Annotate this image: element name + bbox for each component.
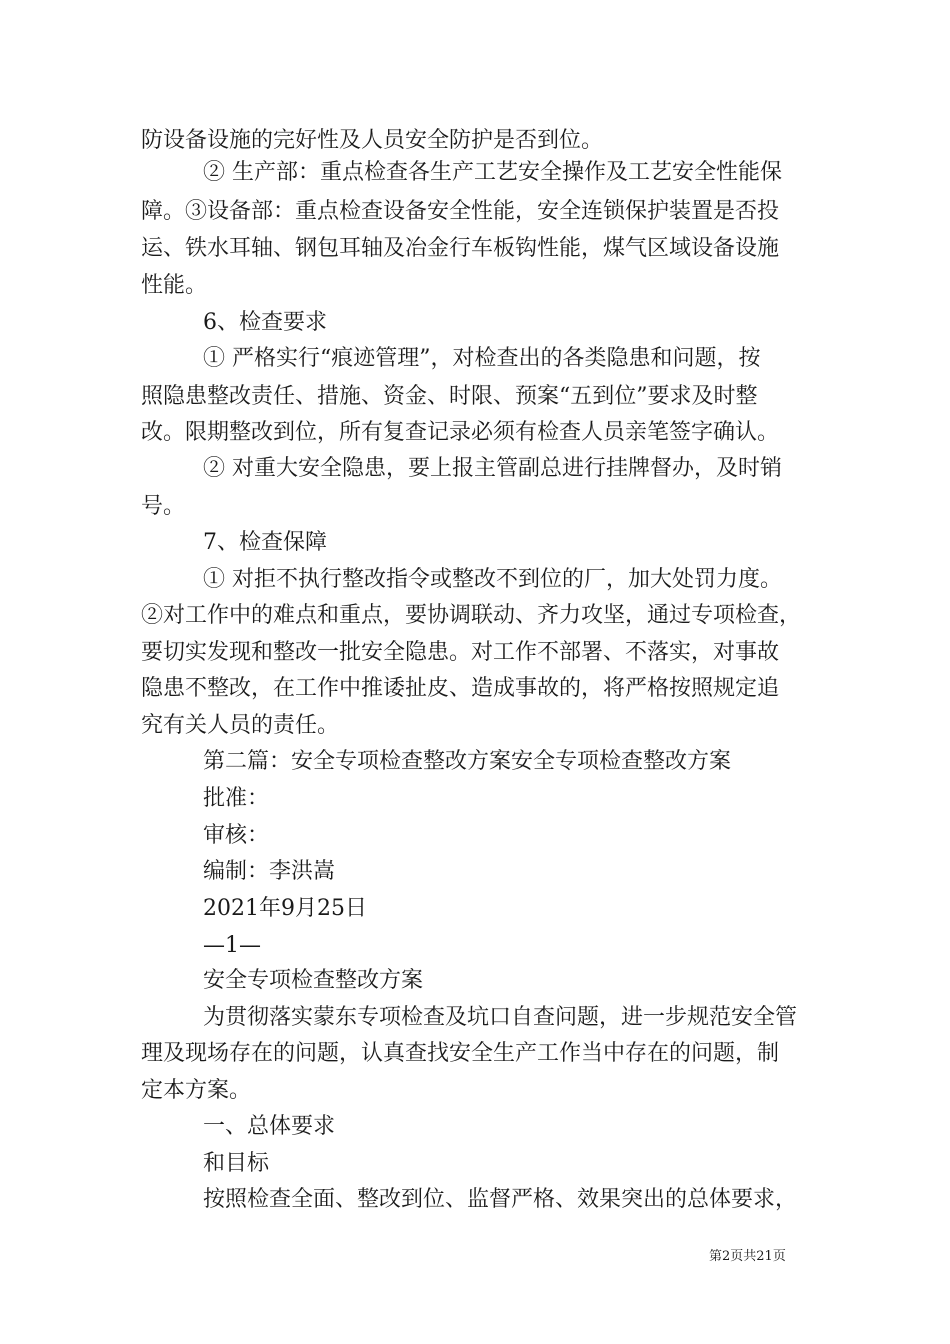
body-line: 隐患不整改，在工作中推诿扯皮、造成事故的，将严格按照规定追 xyxy=(141,676,780,701)
body-line: 障。③设备部：重点检查设备安全性能，安全连锁保护装置是否投 xyxy=(141,199,780,224)
body-line: 运、铁水耳轴、钢包耳轴及冶金行车板钩性能，煤气区域设备设施 xyxy=(141,236,780,261)
document-title: 安全专项检查整改方案 xyxy=(203,968,424,993)
review-label: 审核： xyxy=(203,823,270,848)
approval-label: 批准： xyxy=(203,786,270,811)
section-heading: 7、检查保障 xyxy=(203,530,327,555)
section-heading: 和目标 xyxy=(203,1151,270,1176)
body-line: 性能。 xyxy=(141,273,208,298)
inner-page-number: —1— xyxy=(203,933,261,958)
section-heading: 一、总体要求 xyxy=(203,1114,336,1139)
body-line: 号。 xyxy=(141,494,186,519)
body-line: 定本方案。 xyxy=(141,1078,252,1103)
body-line: 要切实发现和整改一批安全隐患。对工作不部署、不落实，对事故 xyxy=(141,640,780,665)
body-line: 改。限期整改到位，所有复查记录必须有检查人员亲笔签字确认。 xyxy=(141,420,780,445)
body-line: 为贯彻落实蒙东专项检查及坑口自查问题，进一步规范安全管 xyxy=(203,1005,798,1030)
body-line: ②对工作中的难点和重点，要协调联动、齐力攻坚，通过专项检查， xyxy=(141,603,802,628)
body-line: ② 对重大安全隐患，要上报主管副总进行挂牌督办，及时销 xyxy=(203,456,782,481)
body-line: 照隐患整改责任、措施、资金、时限、预案“五到位”要求及时整 xyxy=(141,384,758,409)
page-footer: 第2页共21页 xyxy=(709,1249,786,1264)
body-line: 理及现场存在的问题，认真查找安全生产工作当中存在的问题，制 xyxy=(141,1041,780,1066)
section-heading: 6、检查要求 xyxy=(203,310,327,335)
body-line: 按照检查全面、整改到位、监督严格、效果突出的总体要求， xyxy=(203,1187,798,1212)
body-line: ① 对拒不执行整改指令或整改不到位的厂，加大处罚力度。 xyxy=(203,567,782,592)
body-line: ② 生产部：重点检查各生产工艺安全操作及工艺安全性能保 xyxy=(203,160,782,185)
body-line: 防设备设施的完好性及人员安全防护是否到位。 xyxy=(141,128,604,153)
date-line: 2021年9月25日 xyxy=(203,896,367,921)
chapter-title: 第二篇：安全专项检查整改方案安全专项检查整改方案 xyxy=(203,749,732,774)
body-line: ① 严格实行“痕迹管理”，对检查出的各类隐患和问题，按 xyxy=(203,346,761,371)
body-line: 究有关人员的责任。 xyxy=(141,713,340,738)
author-line: 编制：李洪嵩 xyxy=(203,859,336,884)
